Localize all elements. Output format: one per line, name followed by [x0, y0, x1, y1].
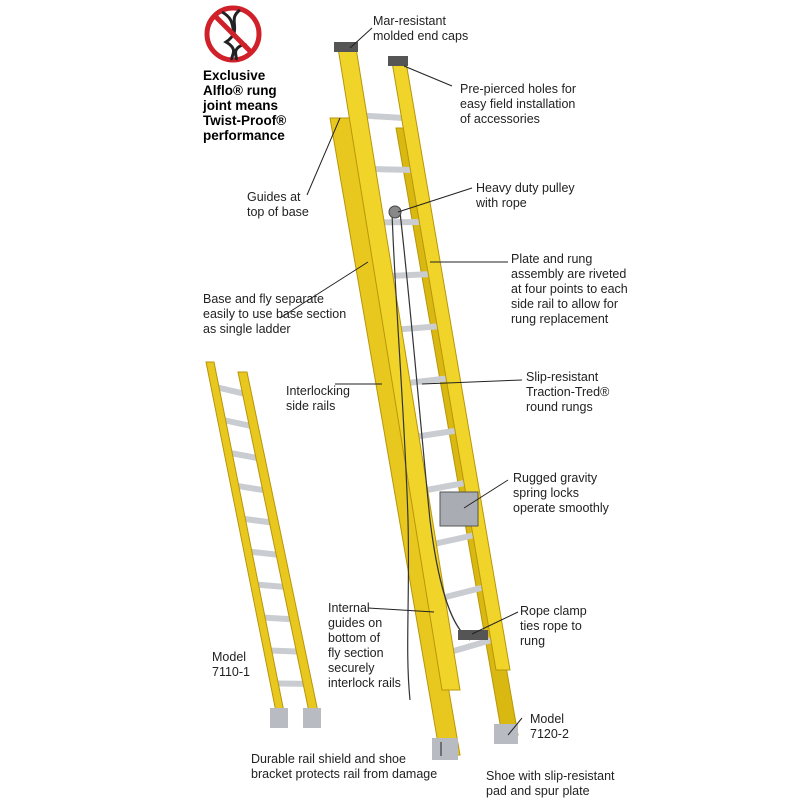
model-label-single: Model 7110-1 [212, 650, 250, 679]
callout-spring-locks: Rugged gravity spring locks operate smoothly [513, 471, 609, 515]
callout-end-caps: Mar-resistant molded end caps [373, 14, 469, 43]
callout-shoe: Shoe with slip-resistant pad and spur plate [486, 769, 615, 798]
callout-base-fly-separate: Base and fly separate easily to use base section as single ladder [203, 292, 347, 336]
badge-line: Twist-Proof® [203, 113, 287, 128]
callout-interlocking-rails: Interlocking side rails [286, 384, 350, 413]
badge-line: Exclusive [203, 68, 266, 83]
callout-slip-resistant-rungs: Slip-resistant Traction-Tred® round rungs [526, 370, 610, 414]
badge-line: joint means [203, 98, 279, 113]
badge-line: performance [203, 128, 285, 143]
twist-proof-badge-text [203, 68, 286, 143]
callout-guides: Guides at top of base [247, 190, 309, 219]
callout-rail-shield: Durable rail shield and shoe bracket protects rail from damage [251, 752, 438, 781]
callout-rope-clamp: Rope clamp ties rope to rung [520, 604, 587, 648]
callout-plate-rung: Plate and rung assembly are riveted at four points to each side rail to allow for rung replacement [511, 252, 628, 326]
badge-line: Alflo® rung [203, 83, 277, 98]
no-twisted-rung-icon [207, 8, 259, 60]
callout-pulley: Heavy duty pulley with rope [476, 181, 575, 210]
callout-internal-guides: Internal guides on bottom of fly section securely interlock rails [328, 601, 401, 690]
callout-pre-pierced-holes: Pre-pierced holes for easy field installation of accessories [460, 82, 577, 126]
model-label-extension: Model 7120-2 [530, 712, 569, 741]
